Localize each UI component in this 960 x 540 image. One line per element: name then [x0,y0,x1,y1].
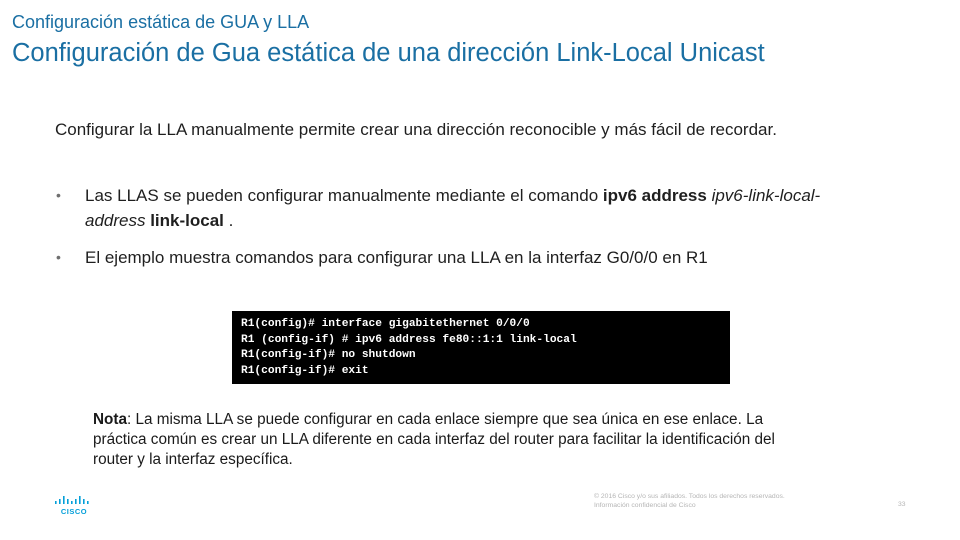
cisco-wordmark: CISCO [60,507,88,516]
bullet-item-manual-config [55,183,855,233]
cisco-logo [54,496,94,516]
bullet-dot-icon: • [56,249,61,265]
cisco-bars-icon [54,496,94,506]
footer-copyright: © 2016 Cisco y/o sus afiliados. Todos los derechos reservados. [594,493,785,500]
intro-paragraph: Configurar la LLA manualmente permite crear una dirección reconocible y más fácil de recordar. [55,120,777,139]
command-keyword: ipv6 address [602,186,707,205]
bullet-text: . [223,211,234,230]
bullet-dot-icon: • [56,187,61,203]
cli-line: R1(config-if)# no shutdown [241,349,416,361]
footer-confidential: Información confidencial de Cisco [594,502,696,509]
slide-title: Configuración de Gua estática de una dirección Link-Local Unicast [12,39,765,67]
command-keyword: link-local [150,211,224,230]
page-number: 33 [898,501,906,508]
bullet-text: El ejemplo muestra comandos para configurar una LLA en la interfaz G0/0/0 en R1 [85,248,708,267]
cli-line: R1(config)# interface gigabitethernet 0/0/0 [241,318,530,330]
bullet-item-example [55,245,855,270]
note-label: Nota [93,411,127,428]
slide-subtitle: Configuración estática de GUA y LLA [12,12,310,32]
note-text: : La misma LLA se puede configurar en cada enlace siempre que sea única en ese enlace. La práctica común es crear un LLA diferente en cada interfaz del router para facilitar la identificación del router y la interfaz específica. [93,411,775,468]
note-paragraph [93,410,793,470]
footer-legal [594,492,884,510]
bullet-list [55,183,855,282]
cli-line: R1(config-if)# exit [241,364,369,377]
cli-line: R1 (config-if) # ipv6 address fe80::1:1 link-local [241,333,577,346]
bullet-text: Las LLAS se pueden configurar manualmente mediante el comando [85,186,603,205]
command-argument: ipv6-link-local-address [85,186,821,230]
cli-code-box [232,311,730,384]
